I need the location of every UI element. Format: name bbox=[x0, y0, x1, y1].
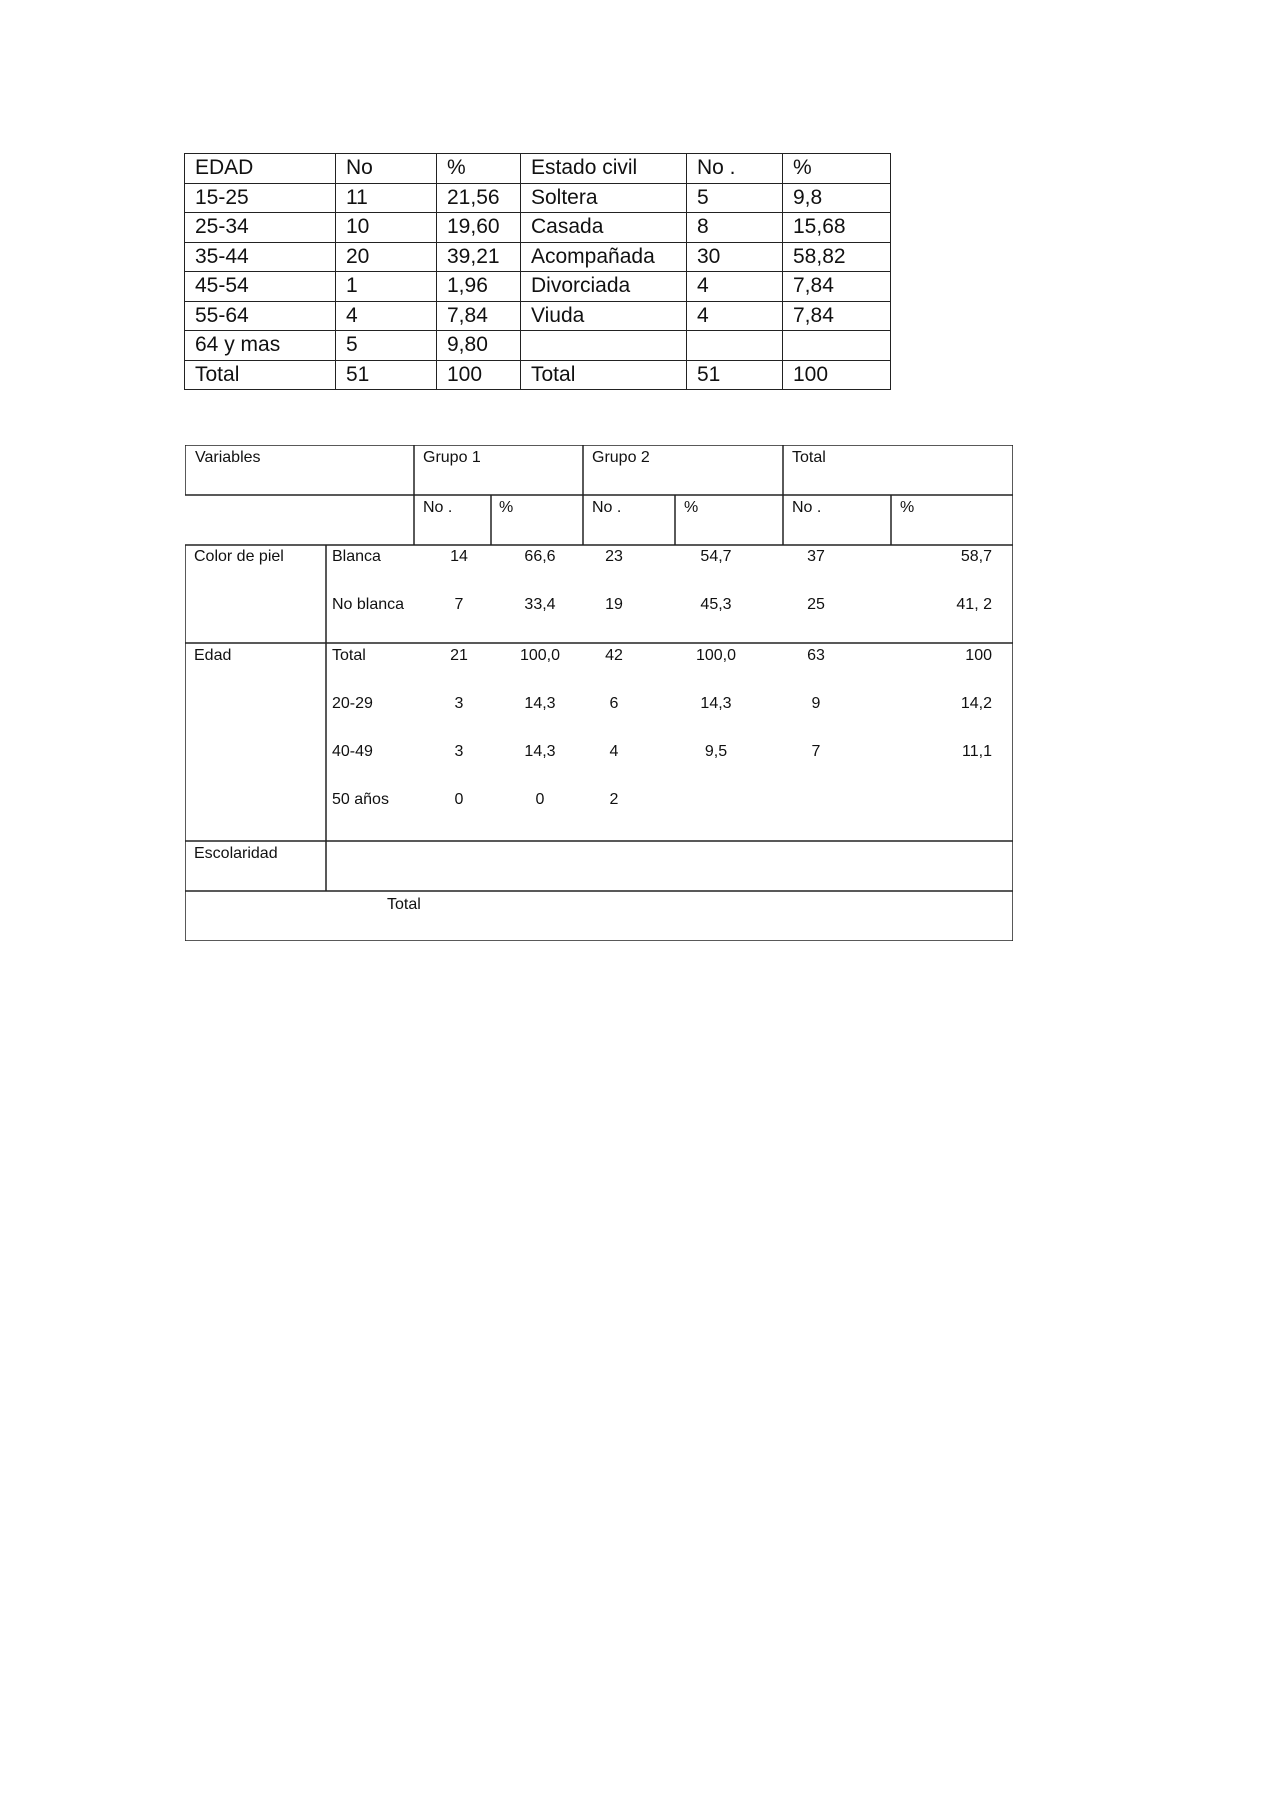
table-cell: 41, 2 bbox=[956, 596, 992, 613]
sub-g2-no: No . bbox=[592, 499, 622, 516]
table-cell: 30 bbox=[687, 242, 783, 272]
table-cell: 21,56 bbox=[437, 183, 521, 213]
table-cell: 100 bbox=[965, 647, 992, 664]
table-cell: 1,96 bbox=[437, 272, 521, 302]
table-cell: 39,21 bbox=[437, 242, 521, 272]
table-row bbox=[185, 331, 891, 361]
table-cell: 58,7 bbox=[960, 548, 992, 565]
table-cell: 51 bbox=[687, 360, 783, 390]
header-percent: % bbox=[437, 154, 521, 184]
table-header-row bbox=[185, 154, 891, 184]
table-cell bbox=[687, 331, 783, 361]
table-cell: 4 bbox=[687, 301, 783, 331]
table-cell: 14,2 bbox=[960, 695, 992, 712]
table-row bbox=[185, 301, 891, 331]
sub-g1-percent: % bbox=[499, 499, 514, 516]
table-cell: 0 bbox=[454, 791, 464, 808]
table-cell: 42 bbox=[605, 647, 623, 664]
label-escolaridad: Escolaridad bbox=[194, 845, 278, 862]
table-cell: 20-29 bbox=[332, 695, 373, 712]
table-cell: 14 bbox=[450, 548, 468, 565]
table-cell: 3 bbox=[454, 695, 464, 712]
table-cell: 14,3 bbox=[524, 695, 556, 712]
table-cell: 14,3 bbox=[524, 743, 556, 760]
table-cell: 37 bbox=[807, 548, 825, 565]
header-no: No bbox=[336, 154, 437, 184]
table-cell: 9 bbox=[811, 695, 821, 712]
table-cell: 20 bbox=[336, 242, 437, 272]
table-row bbox=[185, 360, 891, 390]
header-grupo-2: Grupo 2 bbox=[592, 449, 650, 466]
table-cell: 35-44 bbox=[185, 242, 336, 272]
age-civil-status-table-body bbox=[185, 154, 891, 390]
table-cell: 9,8 bbox=[783, 183, 891, 213]
table-cell: 7,84 bbox=[783, 301, 891, 331]
table-cell: 8 bbox=[687, 213, 783, 243]
sub-g1-no: No . bbox=[423, 499, 453, 516]
table-cell: 2 bbox=[609, 791, 619, 808]
table-cell: 25-34 bbox=[185, 213, 336, 243]
table-cell: Viuda bbox=[521, 301, 687, 331]
table-cell: 6 bbox=[609, 695, 619, 712]
sub-total-no: No . bbox=[792, 499, 822, 516]
label-color-de-piel: Color de piel bbox=[194, 548, 284, 565]
table-cell: 4 bbox=[336, 301, 437, 331]
table-cell: 9,80 bbox=[437, 331, 521, 361]
table-cell: 54,7 bbox=[700, 548, 732, 565]
label-total-row: Total bbox=[387, 896, 421, 913]
table-cell: 45-54 bbox=[185, 272, 336, 302]
header-estado-civil: Estado civil bbox=[521, 154, 687, 184]
table-cell: Total bbox=[185, 360, 336, 390]
table-cell: 100,0 bbox=[519, 647, 561, 664]
table-cell: Blanca bbox=[332, 548, 381, 565]
table-cell: Total bbox=[521, 360, 687, 390]
table-cell: 33,4 bbox=[524, 596, 556, 613]
label-edad: Edad bbox=[194, 647, 232, 664]
header-no-2: No . bbox=[687, 154, 783, 184]
table-cell: 25 bbox=[807, 596, 825, 613]
table-cell: 19 bbox=[605, 596, 623, 613]
table-cell: 7,84 bbox=[783, 272, 891, 302]
table-cell: Acompañada bbox=[521, 242, 687, 272]
table-cell: Soltera bbox=[521, 183, 687, 213]
header-total: Total bbox=[792, 449, 826, 466]
table-cell: 7 bbox=[811, 743, 821, 760]
table-cell: 11,1 bbox=[962, 743, 992, 760]
table-cell: 21 bbox=[450, 647, 468, 664]
sub-total-percent: % bbox=[900, 499, 915, 516]
table-cell: Total bbox=[332, 647, 366, 664]
table-cell: No blanca bbox=[332, 596, 405, 613]
table-cell: 5 bbox=[336, 331, 437, 361]
table-cell: 58,82 bbox=[783, 242, 891, 272]
table-cell: 51 bbox=[336, 360, 437, 390]
table-cell: 40-49 bbox=[332, 743, 373, 760]
table-row bbox=[185, 272, 891, 302]
table-cell: 7,84 bbox=[437, 301, 521, 331]
table-cell: 63 bbox=[807, 647, 825, 664]
table-cell: 55-64 bbox=[185, 301, 336, 331]
table-cell: 5 bbox=[687, 183, 783, 213]
table-grid-lines bbox=[185, 445, 1013, 941]
table-cell: 14,3 bbox=[700, 695, 732, 712]
table-cell: 66,6 bbox=[524, 548, 556, 565]
table-cell: Divorciada bbox=[521, 272, 687, 302]
header-variables: Variables bbox=[195, 449, 261, 466]
table-cell: 64 y mas bbox=[185, 331, 336, 361]
table-cell: 4 bbox=[609, 743, 619, 760]
table-cell: 0 bbox=[535, 791, 545, 808]
table-cell: 23 bbox=[605, 548, 623, 565]
table-cell: 45,3 bbox=[700, 596, 732, 613]
table-cell: 50 años bbox=[332, 791, 389, 808]
table-cell: 15-25 bbox=[185, 183, 336, 213]
table-cell: Casada bbox=[521, 213, 687, 243]
table-cell bbox=[521, 331, 687, 361]
table-cell: 3 bbox=[454, 743, 464, 760]
table-row bbox=[185, 213, 891, 243]
table-cell: 9,5 bbox=[704, 743, 728, 760]
table-cell: 1 bbox=[336, 272, 437, 302]
sub-g2-percent: % bbox=[684, 499, 699, 516]
table-row bbox=[185, 242, 891, 272]
table-cell bbox=[783, 331, 891, 361]
table-cell: 10 bbox=[336, 213, 437, 243]
header-edad: EDAD bbox=[185, 154, 336, 184]
table-cell: 15,68 bbox=[783, 213, 891, 243]
groups-comparison-table bbox=[185, 445, 1013, 941]
table-cell: 100 bbox=[783, 360, 891, 390]
header-percent-2: % bbox=[783, 154, 891, 184]
table-cell: 19,60 bbox=[437, 213, 521, 243]
table-cell: 11 bbox=[336, 183, 437, 213]
table-cell: 7 bbox=[454, 596, 464, 613]
age-civil-status-table bbox=[184, 153, 891, 390]
table-cell: 100,0 bbox=[695, 647, 737, 664]
table-cell: 4 bbox=[687, 272, 783, 302]
table-cell: 100 bbox=[437, 360, 521, 390]
table-row bbox=[185, 183, 891, 213]
header-grupo-1: Grupo 1 bbox=[423, 449, 481, 466]
